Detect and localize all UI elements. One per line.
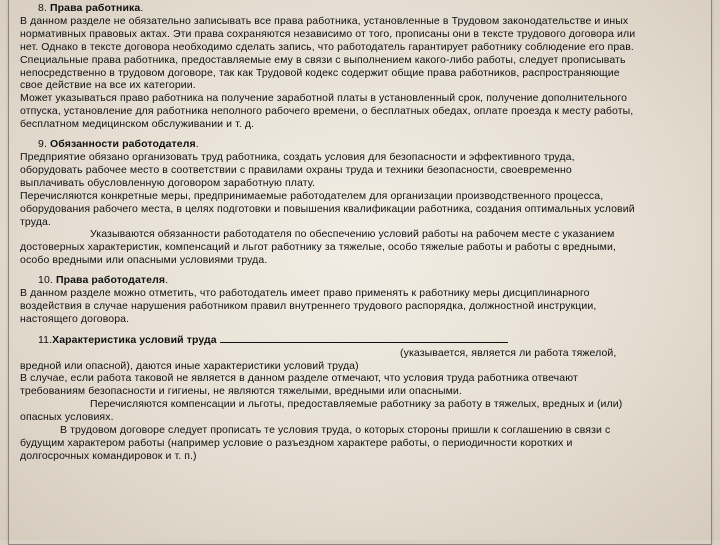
section-8-line: отпуска, установление для работника неполного рабочего времени, о бесплатных обедах, оплате проезда к месту работы, (20, 105, 634, 118)
section-9-indented-line: Указываются обязанности работодателя по обеспечению условий работы на рабочем месте с указанием (90, 228, 615, 241)
section-9-title: Обязанности работодателя (50, 138, 196, 151)
section-8-line: свое действие на все их категории. (20, 79, 196, 92)
fill-in-blank-line[interactable] (220, 333, 508, 343)
section-9-line: Перечисляются конкретные меры, предпринимаемые работодателем для организации производственного процесса, (20, 189, 604, 202)
section-10-heading: 10. Права работодателя. (38, 274, 169, 287)
section-8-line: нормативных правовых актах. Эти права сохраняются независимо от того, прописаны они в тексте трудового договора или (20, 27, 636, 40)
spacer (20, 267, 704, 274)
section-11-line: требованиям безопасности и гигиены, не являются тяжелыми, вредными или опасными. (20, 385, 462, 398)
document-body (20, 2, 704, 463)
section-8-line: Может указываться право работника на получение заработной платы в установленный срок, получение дополнительного (20, 92, 628, 105)
section-9-line: Предприятие обязано организовать труд работника, создать условия для безопасности и эффективного труда, (20, 150, 575, 163)
section-11-line: В случае, если работа таковой не является в данном разделе отмечают, что условия труда работника отвечают (20, 372, 578, 385)
section-9-line: выплачивать обусловленную договором заработную плату. (20, 176, 316, 189)
section-9-number: 9. (38, 138, 47, 151)
section-10-number: 10. (38, 274, 53, 287)
section-11-title: Характеристика условий труда (52, 333, 217, 346)
section-11-number: 11. (38, 333, 53, 346)
section-9-line: труда. (20, 215, 51, 228)
section-9-line: оборудования рабочего места, в целях подготовки и повышения квалификации работника, создания оптимальных условий (20, 202, 635, 215)
section-10-title: Права работодателя (55, 274, 166, 287)
section-11-indented-line: В трудовом договоре следует прописать те условия труда, о которых стороны пришли к соглашению в связи с (60, 424, 611, 437)
spacer (20, 131, 704, 138)
section-10-line: В данном разделе можно отметить, что работодатель имеет право применять к работнику меры дисциплинарного (20, 287, 590, 300)
section-11-heading (20, 333, 704, 347)
section-11-line: будущим характером работы (например условие о разъездном характере работы, о периодичности коротких и (20, 437, 573, 449)
section-11-hint: (указывается, является ли работа тяжелой, (400, 346, 617, 359)
section-8-heading: 8. Права работника. (38, 2, 144, 14)
section-9-line: оборудовать рабочее место в соответствии с правилами охраны труда и техники безопасности, своевременно (20, 163, 572, 176)
section-8-number: 8. (38, 2, 47, 14)
section-11-line: долгосрочных командировок и т. п.) (20, 449, 197, 462)
section-11-line: вредной или опасной), даются иные характеристики условий труда) (20, 359, 359, 372)
section-9-line: особо вредными или опасными условиями труда. (20, 254, 268, 267)
section-8-line: В данном разделе не обязательно записывать все права работника, установленные в Трудовом законодательстве и иных (20, 14, 629, 27)
section-8-line: нет. Однако в тексте договора необходимо сделать запись, что работодатель гарантирует работнику соблюдение его прав. (20, 40, 634, 53)
spacer (20, 326, 704, 333)
section-8-line: Специальные права работника, предоставляемые ему в связи с выполнением какого-либо работы, следует прописывать (20, 53, 626, 66)
section-8-line: непосредственно в трудовом договоре, так как Трудовой кодекс содержит общие права работников, распространяющие (20, 66, 620, 79)
section-11-indented-line: Перечисляются компенсации и льготы, предоставляемые работнику за работу в тяжелых, вредных и (или) (90, 398, 623, 411)
section-9-heading: 9. Обязанности работодателя. (38, 138, 199, 151)
section-9-line: достоверных характеристик, компенсаций и льгот работнику за тяжелые, особо тяжелые работы и работы с вредными, (20, 241, 616, 254)
section-10-line: настоящего договора. (20, 312, 130, 325)
section-10-line: воздействия в случае нарушения работником правил внутреннего трудового распорядка, должностной инструкции, (20, 299, 597, 312)
section-11-line: опасных условиях. (20, 411, 114, 424)
section-8-title: Права работника (50, 2, 141, 14)
section-8-line: бесплатном медицинском обслуживании и т. д. (20, 118, 255, 131)
